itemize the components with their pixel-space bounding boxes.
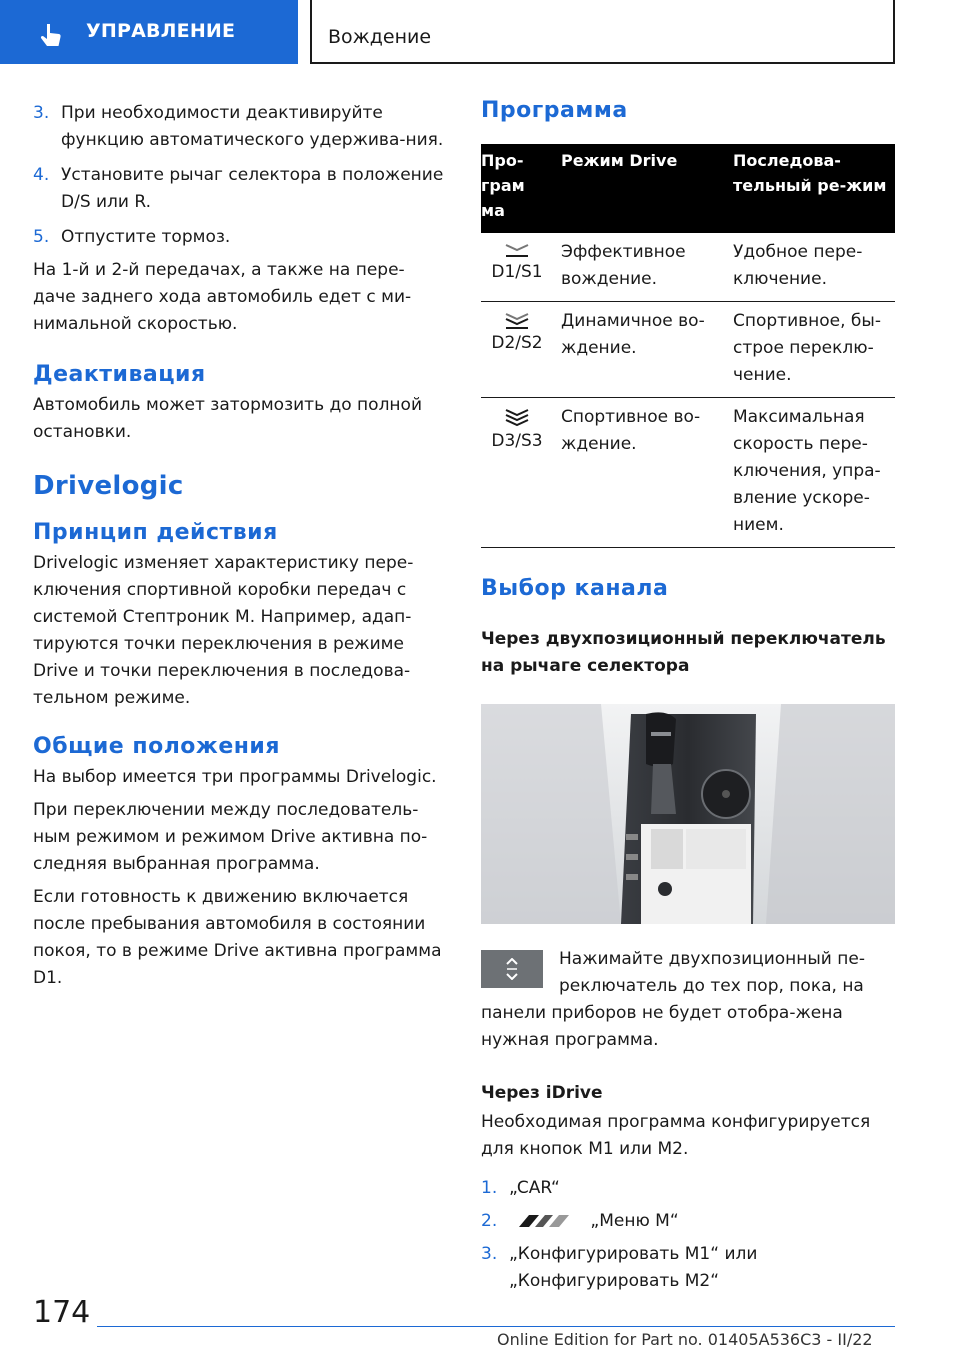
para-rocker: Нажимайте двухпозиционный пе-реключатель до тех пор, пока, на панели приборов не будет отобра-жена нужная программа. xyxy=(481,949,865,1050)
list-item-3 xyxy=(481,1241,895,1295)
para-general-2: При переключении между последователь-ным режимом и режимом Drive активна по-следняя выбранная программа. xyxy=(33,800,428,874)
drive-cell: Спортивное во-ждение. xyxy=(561,398,733,548)
para-general-3: Если готовность к движению включается после пребывания автомобиля в состоянии покоя, то в режиме Drive активна программа D1. xyxy=(33,887,442,988)
step-text: Отпустите тормоз. xyxy=(61,227,231,247)
col-header-program: Про-грам ма xyxy=(481,144,561,233)
list-number: 3. xyxy=(481,1244,498,1264)
page-number: 174 xyxy=(33,1295,91,1330)
footer-edition: Online Edition for Part no. 01405A536C3 - II/22 xyxy=(497,1330,873,1349)
table-row xyxy=(481,233,895,302)
heading-drivelogic: Drivelogic xyxy=(33,471,184,501)
heading-rocker: Через двухпозиционный переключатель на рычаге селектора xyxy=(481,629,886,676)
table-row xyxy=(481,302,895,398)
step-number: 4. xyxy=(33,165,50,185)
section-label: УПРАВЛЕНИЕ xyxy=(86,20,236,42)
para-gears: На 1-й и 2-й передачах, а также на пере-даче заднего хода автомобиль едет с ми-нимальной скоростью. xyxy=(33,260,412,334)
para-general-1: На выбор имеется три программы Drivelogic. xyxy=(33,767,437,787)
gear-selector-illustration xyxy=(481,704,895,924)
heading-program: Программа xyxy=(481,98,628,123)
list-text: „Конфигурировать M1“ или „Конфигурировать M2“ xyxy=(509,1244,758,1291)
mode-cell xyxy=(481,302,561,398)
para-idrive: Необходимая программа конфигурируется для кнопок M1 или M2. xyxy=(481,1112,871,1159)
seq-cell: Спортивное, бы-строе переклю-чение. xyxy=(733,302,895,398)
heading-deactivation: Деактивация xyxy=(33,362,206,387)
heading-general: Общие положения xyxy=(33,734,280,759)
list-text: „Меню M“ xyxy=(590,1211,679,1231)
table-row xyxy=(481,398,895,548)
drive-cell: Динамичное во-ждение. xyxy=(561,302,733,398)
list-number: 1. xyxy=(481,1178,498,1198)
chapter-label: Вождение xyxy=(328,26,432,48)
list-number: 2. xyxy=(481,1211,498,1231)
drive-level-2-icon xyxy=(504,312,530,330)
list-text: „CAR“ xyxy=(509,1178,560,1198)
step-4 xyxy=(33,162,445,216)
mode-cell xyxy=(481,398,561,548)
drive-level-3-icon xyxy=(504,408,530,428)
left-column xyxy=(33,100,445,992)
drive-cell: Эффективное вождение. xyxy=(561,233,733,302)
mode-label: D2/S2 xyxy=(491,333,543,353)
heading-principle: Принцип действия xyxy=(33,520,278,545)
chapter-box xyxy=(310,0,895,64)
para-principle: Drivelogic изменяет характеристику пере-ключения спортивной коробки передач с системой Стептроник M. Например, адап-тируются точки переключения в режиме Drive и точки переключения в последова-тельном режиме. xyxy=(33,553,414,708)
gear-selector-photo xyxy=(481,704,895,924)
step-5 xyxy=(33,224,445,251)
rocker-switch-icon xyxy=(481,950,543,988)
rocker-instruction xyxy=(481,946,895,1054)
step-number: 5. xyxy=(33,227,50,247)
para-deactivation: Автомобиль может затормозить до полной остановки. xyxy=(33,395,422,442)
hand-pointer-icon xyxy=(38,22,64,48)
seq-cell: Максимальная скорость пере-ключения, упра-вление ускоре-нием. xyxy=(733,398,895,548)
mode-cell xyxy=(481,233,561,302)
table-header-row xyxy=(481,144,895,233)
seq-cell: Удобное пере-ключение. xyxy=(733,233,895,302)
step-text: Установите рычаг селектора в положение D/S или R. xyxy=(61,165,444,212)
list-item-2 xyxy=(481,1208,895,1235)
mode-label: D1/S1 xyxy=(491,262,543,282)
step-3 xyxy=(33,100,445,154)
mode-label: D3/S3 xyxy=(491,431,543,451)
heading-channel: Выбор канала xyxy=(481,576,669,601)
m-stripes-icon xyxy=(513,1214,571,1228)
col-header-drive: Режим Drive xyxy=(561,144,733,233)
footer-divider xyxy=(97,1326,895,1327)
col-header-sequential: Последова-тельный ре-жим xyxy=(733,144,895,233)
right-column xyxy=(481,96,895,1295)
step-number: 3. xyxy=(33,103,50,123)
section-tab xyxy=(0,0,298,64)
step-text: При необходимости деактивируйте функцию автоматического удержива-ния. xyxy=(61,103,444,150)
drive-level-1-icon xyxy=(504,243,530,259)
heading-idrive: Через iDrive xyxy=(481,1083,603,1103)
list-item-1 xyxy=(481,1175,895,1202)
program-table xyxy=(481,144,895,548)
